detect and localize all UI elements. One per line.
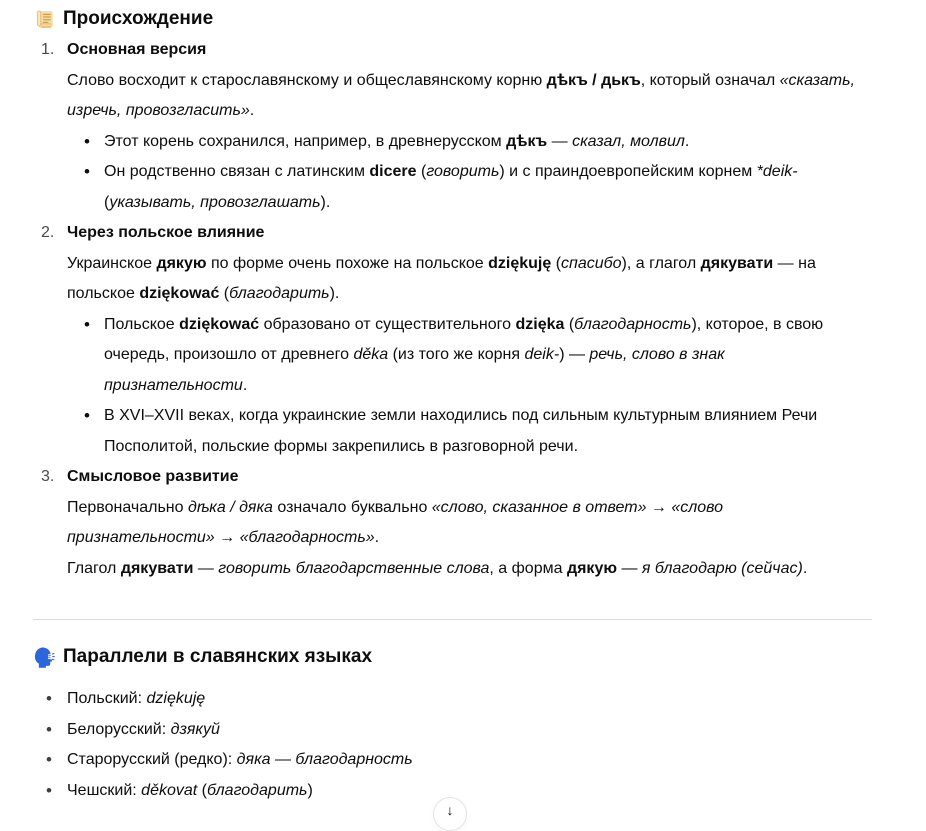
list-item	[33, 715, 872, 746]
speaking-head-icon	[33, 646, 56, 669]
item-title: Основная версия	[67, 35, 872, 66]
list-item	[67, 401, 872, 462]
list-marker: 3.	[41, 462, 67, 493]
list-item	[33, 684, 872, 715]
section-parallels-title	[33, 644, 872, 670]
scroll-icon	[33, 8, 56, 31]
list-item	[67, 127, 872, 158]
bullet-text: • Польский: dziękuję	[67, 684, 872, 715]
origin-ordered-list	[33, 35, 872, 584]
arrow-down-icon: ↓	[447, 803, 454, 817]
bullet-text: • Польское dziękować образовано от существительного dzięka (благодарность), которое, в свою очередь, произошло от древнего děka (из того же корня deik-) — речь, слово в знак признательности.	[104, 310, 872, 402]
paragraph: Украинское дякую по форме очень похоже на польское dziękuję (спасибо), а глагол дякувати — на польское dziękować (благодарить).	[67, 249, 872, 310]
scroll-to-bottom-button[interactable]	[433, 797, 467, 831]
sub-bullet-list	[67, 127, 872, 219]
list-item	[33, 35, 872, 218]
list-marker: 1.	[41, 35, 67, 66]
section-origin-title-text: Происхождение	[63, 6, 213, 32]
section-origin	[33, 6, 872, 584]
list-item	[33, 745, 872, 776]
bullet-text: • Этот корень сохранился, например, в древнерусском дѣкъ — сказал, молвил.	[104, 127, 872, 158]
section-parallels	[33, 644, 872, 806]
parallels-bullet-list	[33, 684, 872, 806]
section-divider	[33, 619, 872, 620]
item-title: Через польское влияние	[67, 218, 872, 249]
bullet-text: • Он родственно связан с латинским dicere (говорить) и с праиндоевропейским корнем *deik- (указывать, провозглашать).	[104, 157, 872, 218]
paragraph: Глагол дякувати — говорить благодарственные слова, а форма дякую — я благодарю (сейчас).	[67, 554, 872, 585]
bullet-text: • Белорусский: дзякуй	[67, 715, 872, 746]
sub-bullet-list	[67, 310, 872, 463]
item-title: Смысловое развитие	[67, 462, 872, 493]
list-item	[67, 157, 872, 218]
section-parallels-title-text: Параллели в славянских языках	[63, 644, 372, 670]
paragraph: Слово восходит к старославянскому и общеславянскому корню дѣкъ / дькъ, который означал «сказать, изречь, провозгласить».	[67, 66, 872, 127]
bullet-text: • Чешский: děkovat (благодарить)	[67, 776, 872, 807]
section-origin-title	[33, 6, 872, 32]
bullet-text: • Старорусский (редко): дяка — благодарность	[67, 745, 872, 776]
list-item	[33, 462, 872, 584]
bullet-text: • В XVI–XVII веках, когда украинские земли находились под сильным культурным влиянием Речи Посполитой, польские формы закрепились в разговорной речи.	[104, 401, 872, 462]
list-marker: 2.	[41, 218, 67, 249]
paragraph: Первоначально дѣка / дяка означало буквально «слово, сказанное в ответ» → «слово признательности» → «благодарность».	[67, 493, 872, 554]
list-item	[67, 310, 872, 402]
list-item	[33, 218, 872, 462]
